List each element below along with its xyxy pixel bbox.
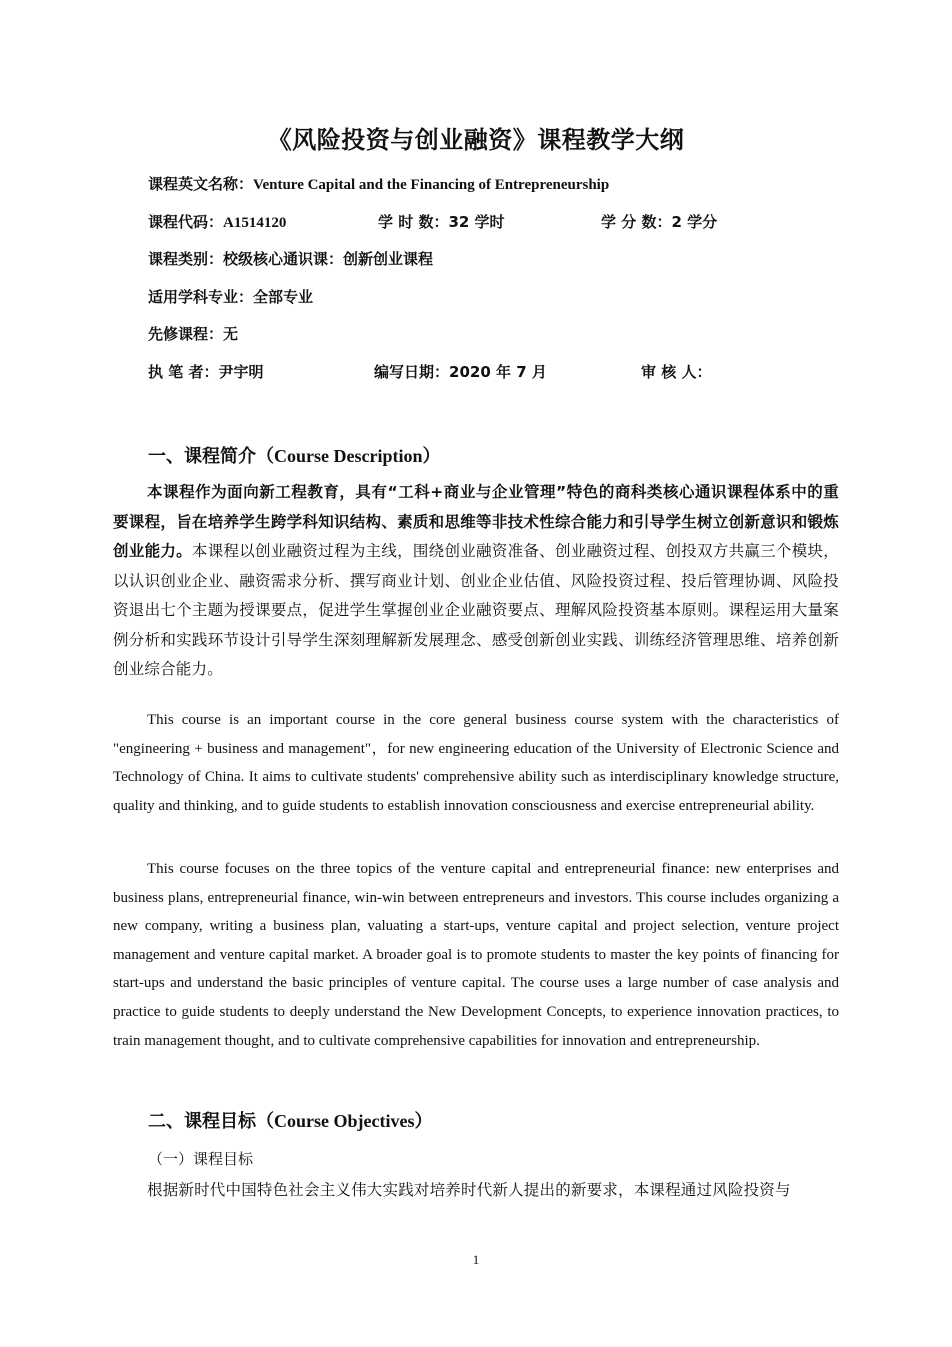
meta-prerequisites	[148, 323, 238, 344]
hours-label: 学 时 数：	[378, 213, 449, 231]
meta-hours	[378, 211, 505, 232]
category-label: 课程类别：	[148, 250, 224, 268]
meta-code	[148, 211, 286, 232]
meta-author-row	[148, 361, 848, 383]
prereq-label: 先修课程：	[148, 325, 224, 343]
major-value: 全部专业	[253, 288, 314, 306]
credits-label: 学 分 数：	[601, 213, 672, 231]
objectives-paragraph-cn: 根据新时代中国特色社会主义伟大实践对培养时代新人提出的新要求，本课程通过风险投资与	[147, 1181, 791, 1199]
description-paragraph-cn	[113, 478, 839, 685]
hours-value: 32 学时	[448, 213, 505, 231]
date-label: 编写日期：	[374, 363, 450, 381]
reviewer-label: 审 核 人：	[641, 363, 712, 381]
category-value: 校级核心通识课：创新创业课程	[223, 250, 434, 268]
code-value: A1514120	[223, 215, 287, 231]
author-label: 执 笔 者：	[148, 363, 219, 381]
meta-reviewer	[641, 361, 711, 382]
english-name-value: Venture Capital and the Financing of Entrepreneurship	[253, 177, 610, 193]
section2-heading-cn: 二、课程目标	[148, 1111, 256, 1132]
meta-date	[374, 361, 547, 382]
meta-category	[148, 248, 433, 269]
document-title: 《风险投资与创业融资》课程教学大纲	[267, 126, 685, 154]
section-heading-description	[148, 442, 440, 468]
section2-heading-en: （Course Objectives）	[256, 1111, 433, 1131]
description-paragraph-en-1: This course is an important course in the core general business course system with the characteristics of "engineering + business and management"，for new engineering education of the University of Electronic Science and Technology of China. It aims to cultivate students' comprehensive ability such as interdisciplinary knowledge structure, quality and thinking, and to guide students to establish innovation consciousness and exercise entrepreneurial ability.	[113, 712, 839, 814]
section1-heading-en: （Course Description）	[256, 446, 441, 466]
objectives-subheading: （一）课程目标	[148, 1150, 254, 1168]
meta-author	[148, 361, 263, 382]
prereq-value: 无	[223, 325, 239, 343]
meta-english-name	[148, 173, 609, 194]
page-number: 1	[472, 1252, 480, 1267]
description-cn-rest: 本课程以创业融资过程为主线，围绕创业融资准备、创业融资过程、创投双方共赢三个模块，以认识创业企业、融资需求分析、撰写商业计划、创业企业估值、风险投资过程、投后管理协调、风险投资退出七个主题为授课要点，促进学生掌握创业企业融资要点、理解风险投资基本原则。课程运用大量案例分析和实践环节设计引导学生深刻理解新发展理念、感受创新创业实践、训练经济管理思维、培养创新创业综合能力。	[113, 542, 839, 678]
meta-code-row	[148, 211, 848, 233]
code-label: 课程代码：	[148, 213, 224, 231]
english-name-label: 课程英文名称：	[148, 175, 254, 193]
date-value: 2020 年 7 月	[449, 363, 547, 381]
author-value: 尹宇明	[218, 363, 264, 381]
credits-value: 2 学分	[671, 213, 718, 231]
meta-credits	[601, 211, 717, 232]
meta-major	[148, 286, 313, 307]
description-paragraph-en-2: This course focuses on the three topics of the venture capital and entrepreneurial finance: new enterprises and business plans, entrepreneurial finance, win-win between entrepreneurs and investors. This course includes organizing a new company, writing a business plan, valuating a start-ups, venture capital and project selection, venture project management and venture capital market. A broader goal is to promote students to master the key points of financing for start-ups and understand the basic principles of venture capital. The course uses a large number of case analysis and practice to guide students to deeply understand the New Development Concepts, to experience innovation practices, to train management thought, and to cultivate comprehensive capabilities for innovation and entrepreneurship.	[113, 861, 839, 1049]
major-label: 适用学科专业：	[148, 288, 254, 306]
section1-heading-cn: 一、课程简介	[148, 446, 256, 467]
description-cn-bold: 本课程作为面向新工程教育，具有“工科+商业与企业管理”特色的商科类核心通识课程体系中的重要课程，旨在培养学生跨学科知识结构、素质和思维等非技术性综合能力和引导学生树立创新意识和锻炼创业能力。	[113, 483, 839, 560]
section-heading-objectives	[148, 1107, 432, 1133]
